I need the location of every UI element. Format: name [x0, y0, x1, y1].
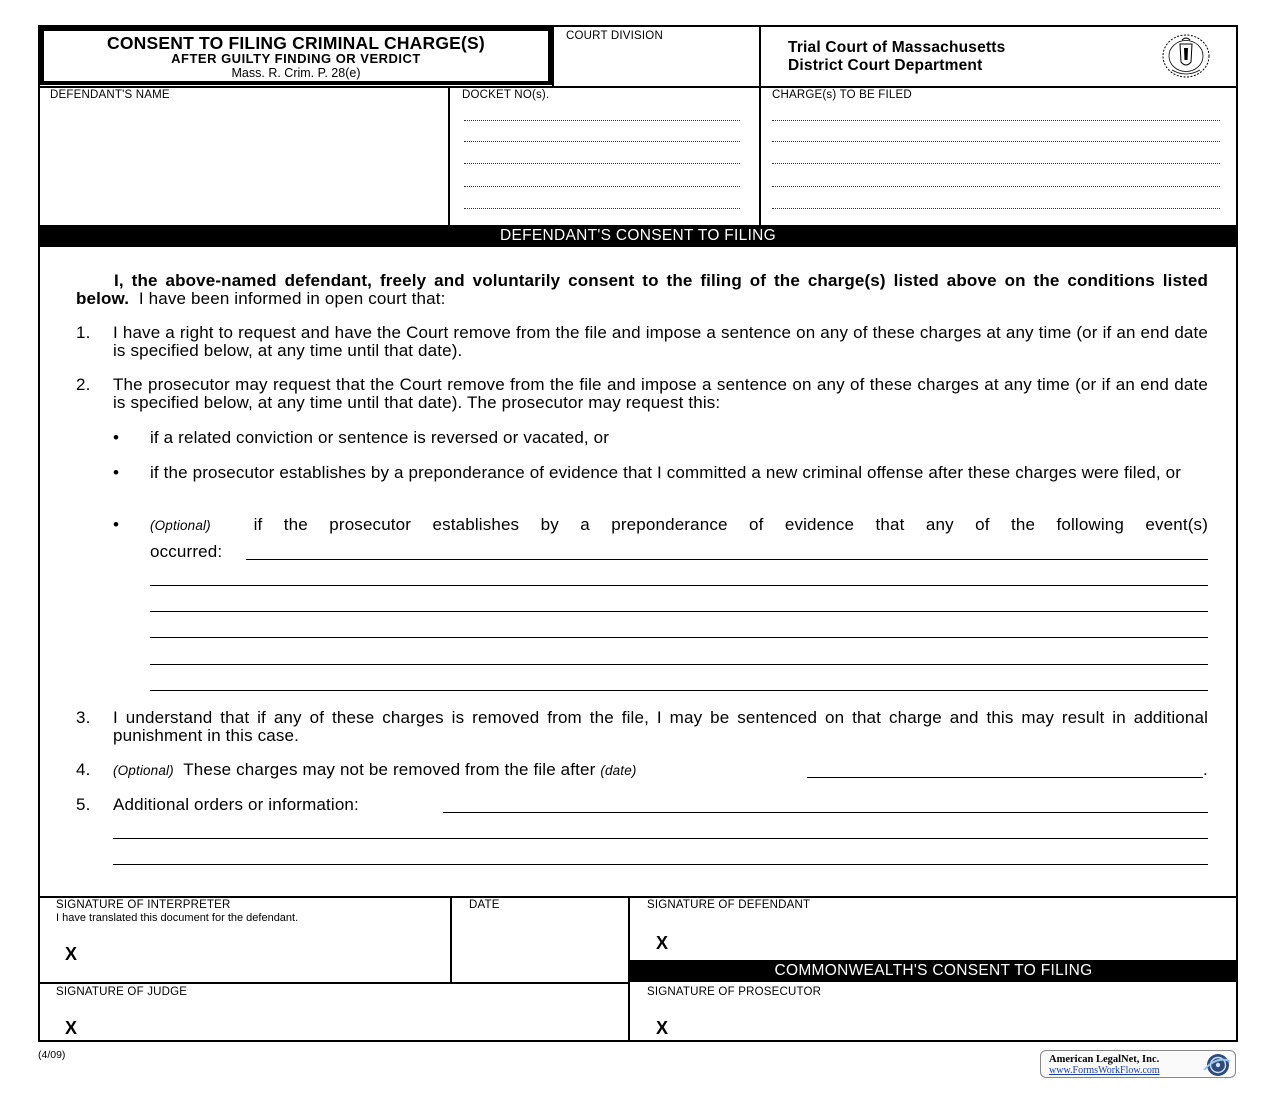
court-name: Trial Court of Massachusetts	[788, 39, 1006, 56]
bullet-2-text: if the prosecutor establishes by a preponderance of evidence that I committed a new criminal offense after these charges were filed, or	[150, 463, 1182, 482]
interpreter-x-mark: X	[65, 944, 78, 964]
bullet-1-text: if a related conviction or sentence is reversed or vacated, or	[150, 428, 610, 447]
defendant-signature-label: SIGNATURE OF DEFENDANT	[647, 899, 811, 911]
interpreter-signature-field[interactable]	[90, 930, 440, 976]
item-1-text: I have a right to request and have the Court remove from the file and impose a sentence on any of these charges at any time (or if an end date is specified below, at any time until that date).	[113, 323, 1208, 360]
item-4-text: These charges may not be removed from the file after	[183, 760, 596, 779]
defendant-signature-field[interactable]	[680, 920, 1230, 956]
defendant-name-label: DEFENDANT'S NAME	[50, 89, 170, 101]
bullet-3-marker: •	[113, 515, 120, 534]
charges-field[interactable]	[766, 104, 1230, 220]
events-line-5[interactable]	[150, 664, 1208, 665]
court-division-field[interactable]	[556, 45, 756, 83]
item-4-date-hint: (date)	[600, 763, 637, 778]
events-line-4[interactable]	[150, 637, 1208, 638]
massachusetts-seal-icon	[1160, 32, 1212, 80]
prosecutor-signature-label: SIGNATURE OF PROSECUTOR	[647, 986, 822, 998]
date-label: DATE	[469, 899, 500, 911]
item-5-number: 5.	[76, 795, 91, 814]
bullet-2-marker: •	[113, 463, 120, 482]
docket-label: DOCKET NO(s).	[462, 89, 550, 101]
commonwealth-consent-header: COMMONWEALTH'S CONSENT TO FILING	[629, 960, 1238, 982]
intro-paragraph	[76, 272, 1208, 307]
item-4-period: .	[1203, 760, 1208, 779]
bullet-3-text: if the prosecutor establishes by a preponderance of evidence that any of the following event(s)	[253, 515, 1209, 534]
intro-rest: I have been informed in open court that:	[138, 288, 446, 308]
item-1-number: 1.	[76, 323, 91, 342]
revision-date: (4/09)	[38, 1049, 66, 1061]
prosecutor-x-mark: X	[656, 1018, 669, 1038]
events-line-3[interactable]	[150, 611, 1208, 612]
item-4-number: 4.	[76, 760, 91, 779]
interpreter-note: I have translated this document for the defendant.	[56, 912, 299, 924]
defendant-x-mark: X	[656, 933, 669, 953]
item-4-optional: (Optional)	[113, 763, 174, 778]
publisher-name: American LegalNet, Inc.	[1049, 1054, 1160, 1065]
publisher-url[interactable]: www.FormsWorkFlow.com	[1049, 1065, 1160, 1076]
judge-signature-field[interactable]	[90, 1002, 620, 1038]
additional-line-3[interactable]	[113, 864, 1208, 865]
item-2-text: The prosecutor may request that the Court remove from the file and impose a sentence on any of these charges at any time (or if an end date is specified below, at any time until that date). The prosecutor may request this:	[113, 375, 1208, 412]
prosecutor-signature-field[interactable]	[680, 1002, 1230, 1038]
date-field[interactable]	[456, 916, 622, 976]
events-line-1[interactable]	[246, 559, 1208, 560]
defendant-name-field[interactable]	[44, 104, 442, 220]
publisher-badge[interactable]	[1040, 1050, 1236, 1078]
bullet-1-marker: •	[113, 428, 120, 447]
judge-x-mark: X	[65, 1018, 78, 1038]
item-3-number: 3.	[76, 708, 91, 727]
charges-label: CHARGE(s) TO BE FILED	[772, 89, 912, 101]
item-3-text: I understand that if any of these charges is removed from the file, I may be sentenced on that charge and this may result in additional punishment in this case.	[113, 708, 1208, 745]
court-division-label: COURT DIVISION	[566, 30, 663, 42]
department-name: District Court Department	[788, 57, 983, 74]
rule-citation: Mass. R. Crim. P. 28(e)	[231, 66, 361, 80]
events-line-6[interactable]	[150, 690, 1208, 691]
item-4-line	[113, 761, 637, 780]
judge-signature-label: SIGNATURE OF JUDGE	[56, 986, 188, 998]
bullet-3-line	[150, 516, 1208, 535]
bullet-3-optional: (Optional)	[150, 518, 211, 533]
docket-field[interactable]	[456, 104, 752, 220]
interpreter-label: SIGNATURE OF INTERPRETER	[56, 899, 231, 911]
item-4-date-field[interactable]	[807, 777, 1203, 778]
additional-line-1[interactable]	[443, 812, 1208, 813]
intro-bold: I, the above-named defendant, freely and voluntarily consent to the filing of the charge(s) listed above on the conditions listed below.	[76, 271, 1208, 308]
bullet-3-occurred: occurred:	[150, 542, 223, 561]
legalnet-logo-icon	[1199, 1052, 1233, 1078]
form-title: CONSENT TO FILING CRIMINAL CHARGE(S)	[107, 33, 485, 53]
additional-line-2[interactable]	[113, 838, 1208, 839]
item-2-number: 2.	[76, 375, 91, 394]
item-5-text: Additional orders or information:	[113, 795, 359, 814]
defendant-consent-header: DEFENDANT'S CONSENT TO FILING	[38, 225, 1238, 247]
form-subtitle: AFTER GUILTY FINDING OR VERDICT	[171, 51, 421, 66]
events-line-2[interactable]	[150, 585, 1208, 586]
